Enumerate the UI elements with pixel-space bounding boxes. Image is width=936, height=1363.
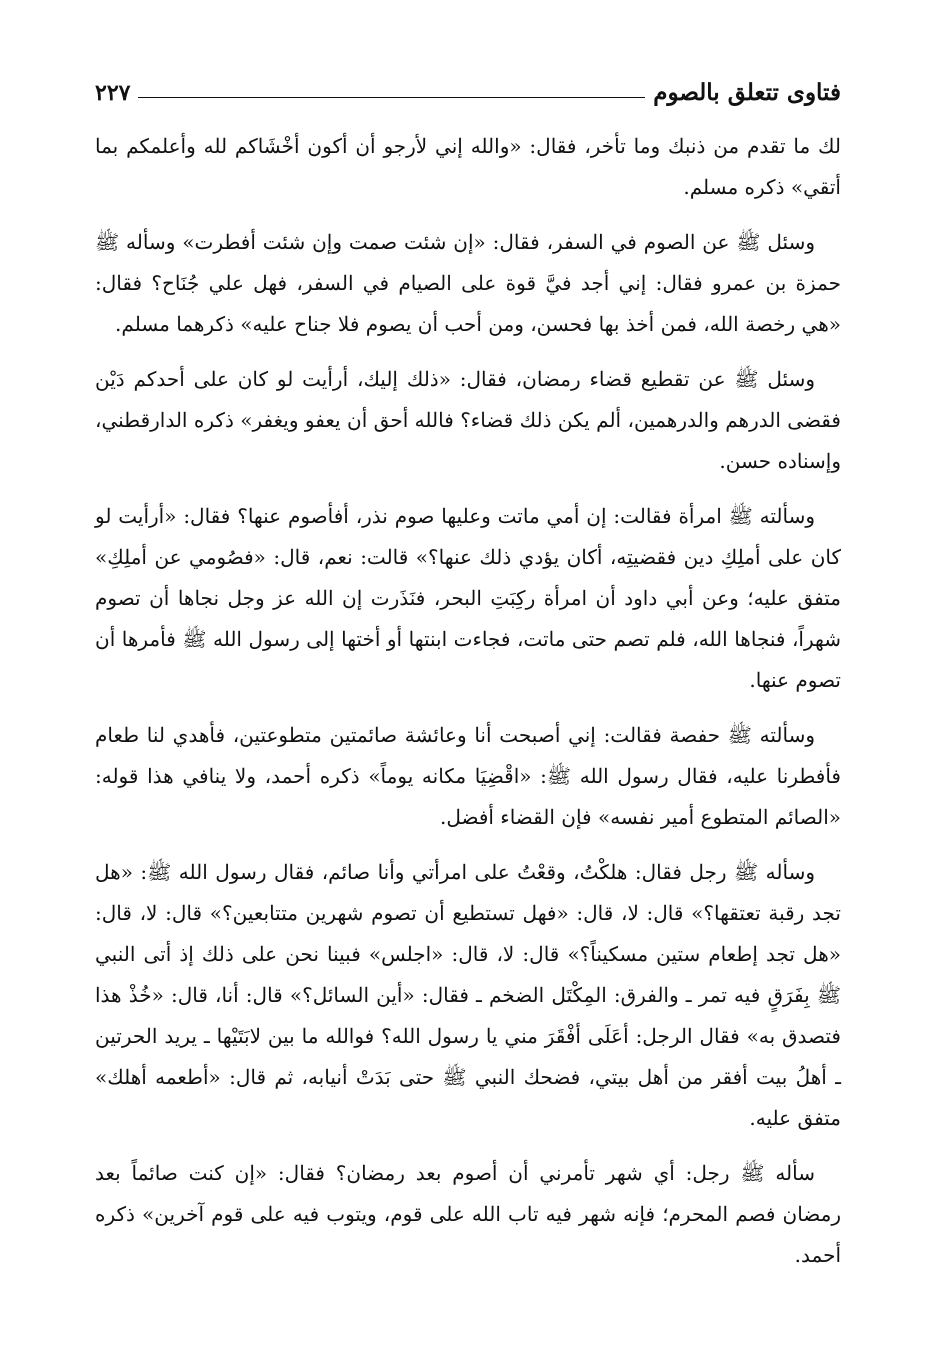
paragraph: وسئل ﷺ عن الصوم في السفر، فقال: «إن شئت صمت وإن شئت أفطرت» وسأله ﷺ حمزة بن عمرو فقال: إني أجد فيَّ قوة على الصيام في السفر، فهل علي جُنَاح؟ فقال: «هي رخصة الله، فمن أخذ بها فحسن، ومن أحب أن يصوم فلا جناح عليه» ذكرهما مسلم. xyxy=(95,230,841,336)
paragraph: وسئل ﷺ عن تقطيع قضاء رمضان، فقال: «ذلك إليك، أرأيت لو كان على أحدكم دَيْن فقضى الدرهم والدرهمين، ألم يكن ذلك قضاء؟ فالله أحق أن يعفو ويغفر» ذكره الدارقطني، وإسناده حسن. xyxy=(95,367,841,473)
book-title: فتاوى تتعلق بالصوم xyxy=(653,79,841,106)
page-number: ٢٢٧ xyxy=(95,80,131,106)
paragraph: لك ما تقدم من ذنبك وما تأخر، فقال: «والله إني لأرجو أن أكون أخْشَاكم لله وأعلمكم بما أتقي» ذكره مسلم. xyxy=(95,134,841,199)
paragraph: سأله ﷺ رجل: أي شهر تأمرني أن أصوم بعد رمضان؟ فقال: «إن كنت صائماً بعد رمضان فصم المحرم؛ فإنه شهر فيه تاب الله على قوم، ويتوب فيه على قوم آخرين» ذكره أحمد. xyxy=(95,1161,842,1267)
paragraph: وسألته ﷺ امرأة فقالت: إن أمي ماتت وعليها صوم نذر، أفأصوم عنها؟ فقال: «أرأيت لو كان على أملِكِ دين فقضيتِه، أكان يؤدي ذلك عنها؟» قالت: نعم، قال: «فصُومي عن أملِكِ» متفق عليه؛ وعن أبي داود أن امرأة ركِبَتِ البحر، فنَذَرت إن الله عز وجل نجاها أن تصوم شهراً، فنجاها الله، فلم تصم حتى ماتت، فجاءت ابنتها أو أختها إلى رسول الله ﷺ فأمرها أن تصوم عنها. xyxy=(95,504,841,692)
paragraph: وسأله ﷺ رجل فقال: هلكْتُ، وقعْتُ على امرأتي وأنا صائم، فقال رسول الله ﷺ: «هل تجد رقبة تعتقها؟» قال: لا، قال: «فهل تستطيع أن تصوم شهرين متتابعين؟» قال: لا، قال: «هل تجد إطعام ستين مسكيناً؟» قال: لا، قال: «اجلس» فبينا نحن على ذلك إذ أتى النبي ﷺ بِفَرَقٍ فيه تمر ـ والفرق: المِكْتَل الضخم ـ فقال: «أين السائل؟» قال: أنا، قال: «خُذْ هذا فتصدق به» فقال الرجل: أعَلَى أفْقَرَ مني يا رسول الله؟ فوالله ما بين لابَتَيْها ـ يريد الحرتين ـ أهلُ بيت أفقر من أهل بيتي، فضحك النبي ﷺ حتى بَدَتْ أنيابه، ثم قال: «أطعمه أهلك» متفق عليه. xyxy=(95,860,841,1130)
running-header xyxy=(95,72,841,106)
paragraph: وسألته ﷺ حفصة فقالت: إني أصبحت أنا وعائشة صائمتين متطوعتين، فأهدي لنا طعام فأفطرنا عليه، فقال رسول الله ﷺ: «اقْضِيَا مكانه يوماً» ذكره أحمد، ولا ينافي هذا قوله: «الصائم المتطوع أمير نفسه» فإن القضاء أفضل. xyxy=(95,723,841,829)
body-text xyxy=(95,126,841,1276)
header-rule xyxy=(138,97,645,98)
